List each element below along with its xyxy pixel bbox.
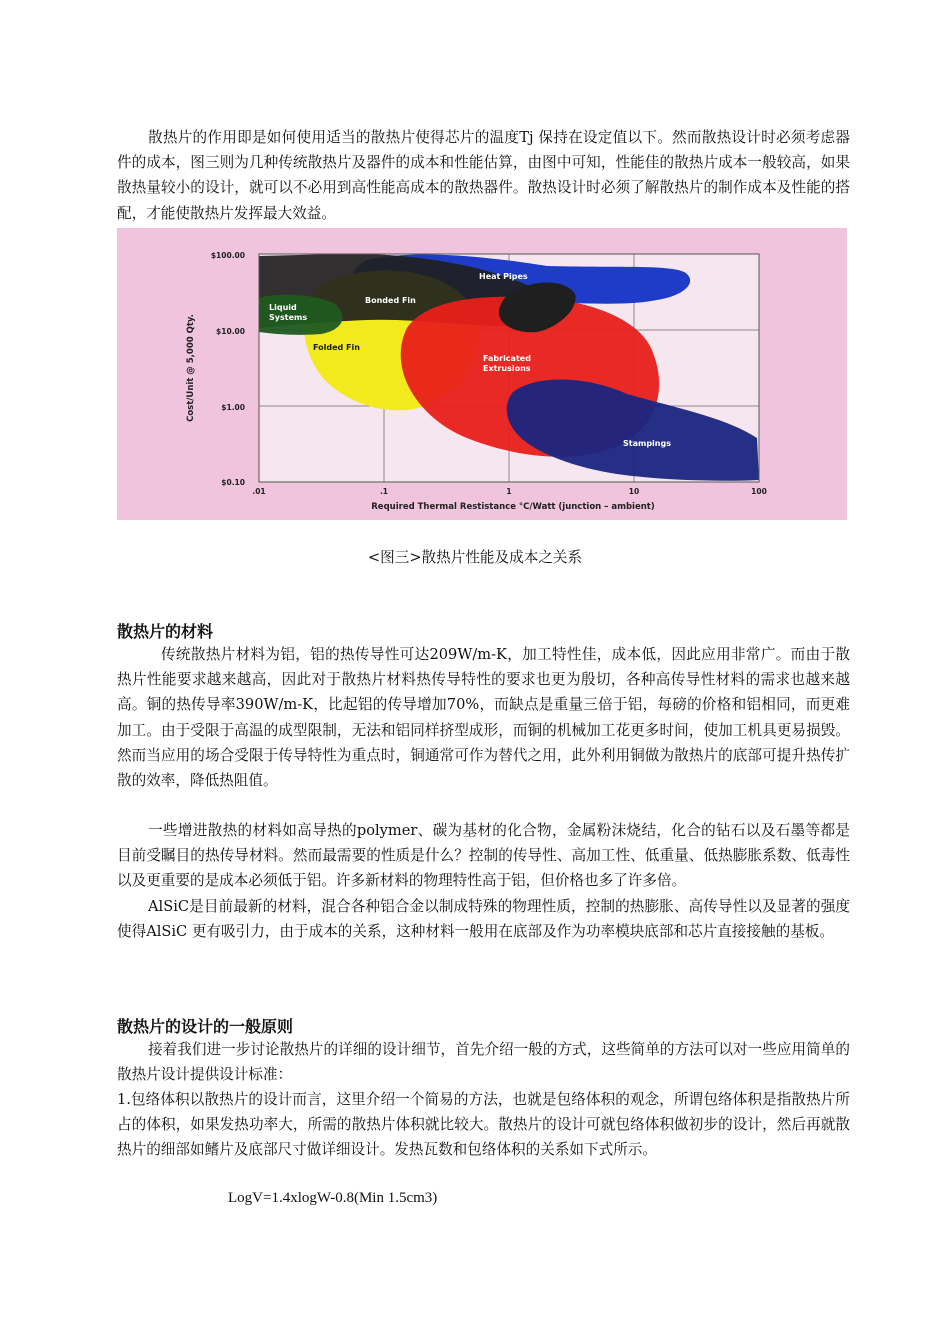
- materials-paragraph-1: 传统散热片材料为铝，铝的热传导性可达209W/m-K，加工特性佳，成本低，因此应用非常广。而由于散热片性能要求越来越高，因此对于散热片材料热传导特性的要求也更为殷切，各种高传导性材料的需求也越来越高。铜的热传导率390W/m-K，比起铝的传导增加70%，而缺点是重量三倍于铝，每磅的价格和铝相同，而更难加工。由于受限于高温的成型限制，无法和铝同样挤型成形，而铜的机械加工花更多时间，使加工机具更易损毁。然而当应用的场合受限于传导特性为重点时，铜通常可作为替代之用，此外利用铜做为散热片的底部可提升热传扩散的效率，降低热阻值。: [117, 646, 850, 790]
- fabricated-label-line2: Extrusions: [483, 364, 531, 373]
- materials-heading: 散热片的材料: [117, 622, 214, 641]
- intro-paragraph: 散热片的作用即是如何使用适当的散热片使得芯片的温度Tj 保持在设定值以下。然而散热设计时必须考虑器件的成本，图三则为几种传统散热片及器件的成本和性能估算，由图中可知，性能佳的散热片成本一般较高，如果散热量较小的设计，就可以不必用到高性能高成本的散热器件。散热设计时必须了解散热片的制作成本及性能的搭配，才能使散热片发挥最大效益。: [117, 129, 850, 222]
- stampings-label: Stampings: [623, 439, 671, 448]
- fabricated-label-line1: Fabricated: [483, 354, 531, 363]
- y-tick-label: $100.00: [210, 251, 245, 260]
- liquid-label-line1: Liquid: [269, 303, 297, 312]
- bonded-fin-label: Bonded Fin: [365, 296, 416, 305]
- y-axis-title: Cost/Unit @ 5,000 Qty.: [186, 314, 196, 422]
- x-tick-label: .01: [252, 487, 266, 496]
- liquid-label-line2: Systems: [269, 313, 308, 322]
- x-tick-label: 10: [628, 487, 640, 496]
- x-tick-label: 1: [506, 487, 512, 496]
- cost-performance-figure: [117, 228, 847, 520]
- heat-pipes-label: Heat Pipes: [479, 272, 528, 281]
- design-heading: 散热片的设计的一般原则: [117, 1017, 294, 1036]
- folded-fin-label: Folded Fin: [313, 343, 360, 352]
- y-tick-label: $10.00: [216, 327, 245, 336]
- materials-paragraph-3: AlSiC是目前最新的材料，混合各种铝合金以制成特殊的物理性质，控制的热膨胀、高传导性以及显著的强度使得AlSiC 更有吸引力，由于成本的关系，这种材料一般用在底部及作为功率模块底部和芯片直接接触的基板。: [117, 898, 850, 941]
- x-tick-label: .1: [379, 487, 389, 496]
- volume-formula: LogV=1.4xlogW-0.8(Min 1.5cm3): [228, 1190, 438, 1206]
- x-tick-label: 100: [751, 487, 767, 496]
- design-paragraph-2: 1.包络体积以散热片的设计而言，这里介绍一个简易的方法，也就是包络体积的观念，所谓包络体积是指散热片所占的体积，如果发热功率大，所需的散热片体积就比较大。散热片的设计可就包络体积做初步的设计，然后再就散热片的细部如鳍片及底部尺寸做详细设计。发热瓦数和包络体积的关系如下式所示。: [117, 1091, 850, 1159]
- figure-caption: <图三>散热片性能及成本之关系: [367, 549, 583, 566]
- y-tick-label: $0.10: [221, 478, 245, 487]
- design-paragraph-1: 接着我们进一步讨论散热片的详细的设计细节，首先介绍一般的方式，这些简单的方法可以对一些应用简单的散热片设计提供设计标准：: [117, 1041, 850, 1084]
- materials-paragraph-2: 一些增进散热的材料如高导热的polymer、碳为基材的化合物，金属粉沫烧结，化合的钻石以及石墨等都是目前受瞩目的热传导材料。然而最需要的性质是什么？控制的传导性、高加工性、低重量、低热膨胀系数、低毒性以及更重要的是成本必须低于铝。许多新材料的物理特性高于铝，但价格也多了许多倍。: [117, 822, 850, 890]
- x-axis-title: Required Thermal Restistance °C/Watt (junction – ambient): [371, 502, 655, 512]
- y-tick-label: $1.00: [221, 403, 245, 412]
- figure-svg: [117, 228, 847, 520]
